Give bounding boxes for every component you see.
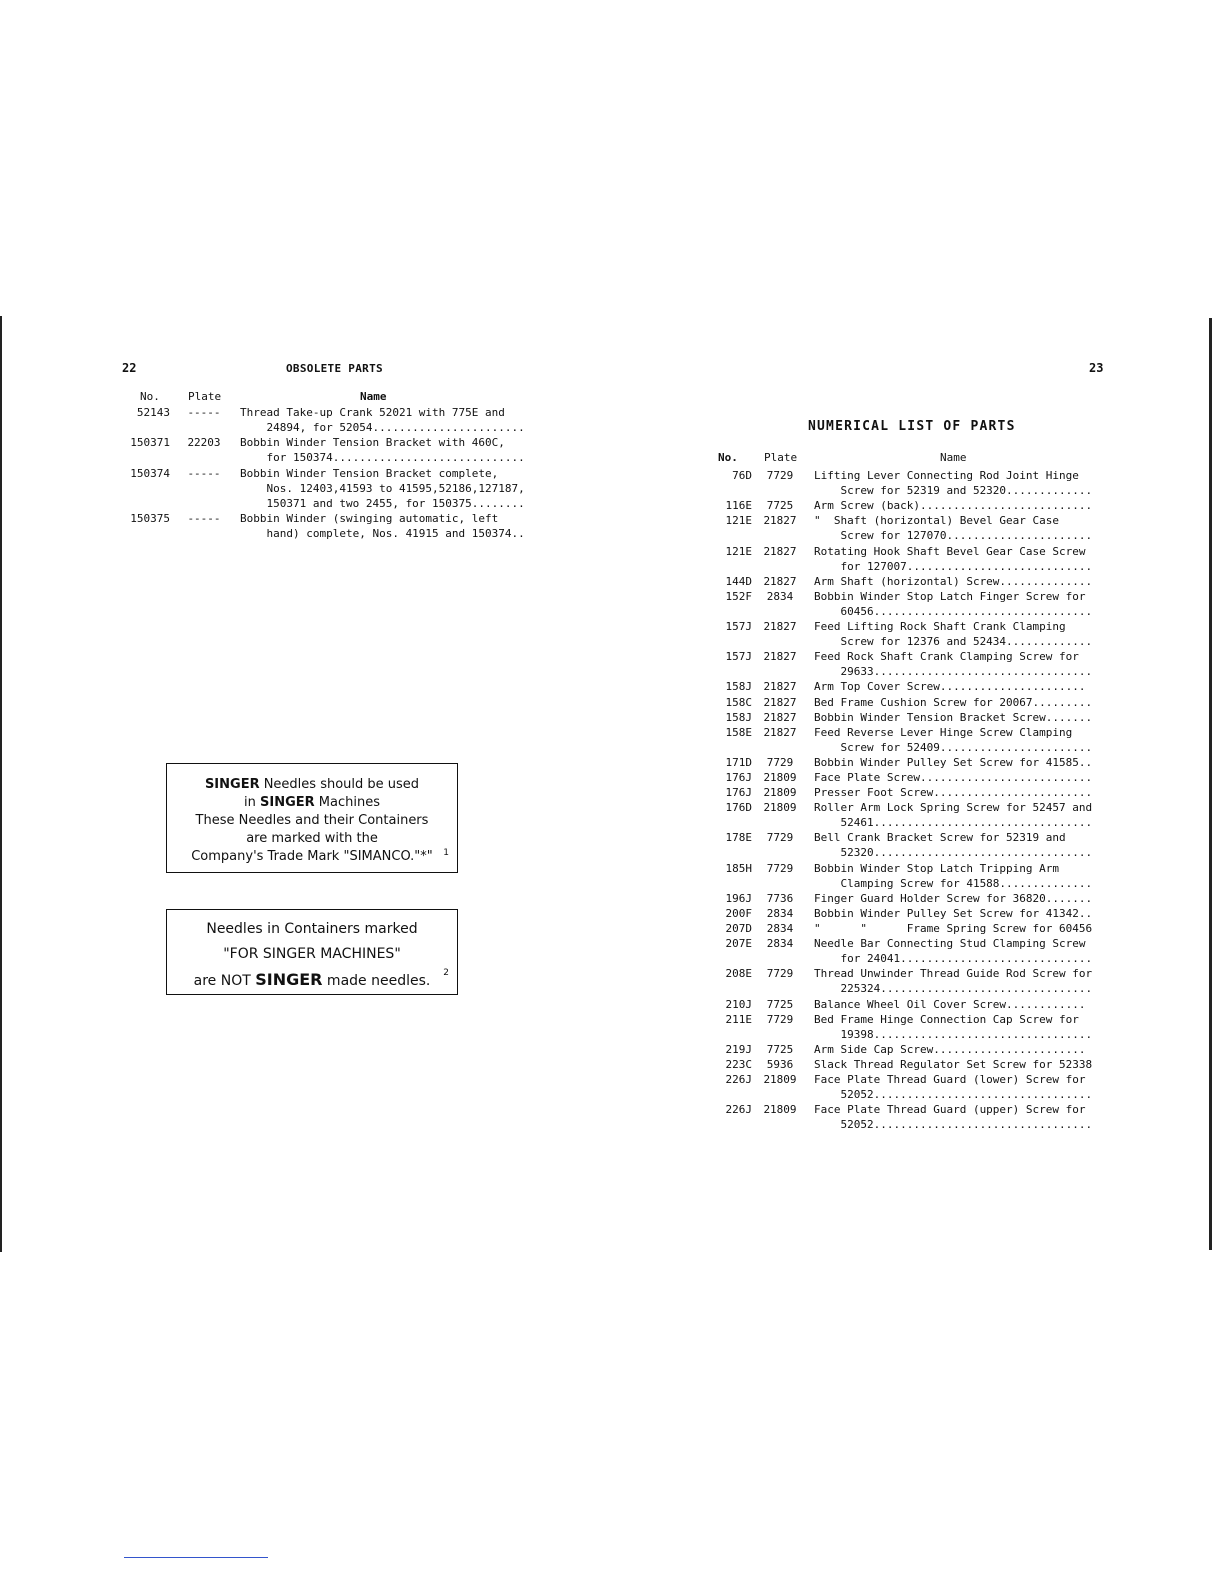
notice-line: are marked with the xyxy=(246,831,378,846)
part-number: 158E xyxy=(725,725,752,739)
part-name xyxy=(814,513,1092,543)
part-name-line: Bobbin Winder (swinging automatic, left xyxy=(240,512,499,526)
part-name xyxy=(814,468,1092,498)
left-page-number: 22 xyxy=(122,361,137,375)
plate-number: 21827 xyxy=(763,574,797,588)
part-name-line: Screw for 127070...................... xyxy=(814,529,1093,543)
singer-machines-notice xyxy=(166,909,458,995)
part-name-line: 19398................................. xyxy=(814,1027,1093,1041)
part-name-line: Face Plate Thread Guard (upper) Screw for xyxy=(814,1103,1086,1117)
part-name-line: Rotating Hook Shaft Bevel Gear Case Screw xyxy=(814,544,1086,558)
part-name xyxy=(814,498,1092,513)
notice-line: "FOR SINGER MACHINES" xyxy=(223,946,401,962)
part-name-line: Bobbin Winder Pulley Set Screw for 41585.. xyxy=(814,755,1093,769)
part-number: 200F xyxy=(725,906,752,920)
plate-number: 7729 xyxy=(766,861,794,875)
part-name-line: 52052................................. xyxy=(814,1088,1093,1101)
part-name-line: Lifting Lever Connecting Rod Joint Hinge xyxy=(814,469,1079,482)
part-number: 158J xyxy=(725,680,752,694)
part-name xyxy=(814,589,1092,619)
part-name xyxy=(814,649,1092,679)
part-number: 178E xyxy=(725,831,752,845)
plate-number: 21827 xyxy=(763,650,797,664)
notice-line xyxy=(167,776,457,794)
singer-needles-notice xyxy=(166,763,458,873)
part-name-line: Face Plate Thread Guard (lower) Screw for xyxy=(814,1073,1086,1086)
left-page-edge xyxy=(0,316,2,1252)
part-name xyxy=(814,906,1092,921)
part-name xyxy=(814,725,1092,755)
plate-number: 21827 xyxy=(763,680,797,694)
notice-line xyxy=(167,967,457,994)
part-name-line: Arm Side Cap Screw....................... xyxy=(814,1042,1086,1056)
link-underline xyxy=(124,1557,268,1558)
plate-number: 7729 xyxy=(766,755,794,769)
part-name xyxy=(814,679,1086,694)
part-number: 223C xyxy=(725,1057,752,1071)
part-number: 208E xyxy=(725,967,752,981)
part-name xyxy=(814,1057,1092,1072)
footnote-marker: 1 xyxy=(443,848,449,858)
part-name-line: Arm Top Cover Screw...................... xyxy=(814,680,1086,694)
part-name xyxy=(814,1012,1092,1042)
part-name xyxy=(814,574,1092,589)
part-name-line: Clamping Screw for 41588.............. xyxy=(814,876,1093,890)
part-name xyxy=(814,785,1092,800)
plate-number: 2834 xyxy=(766,589,794,603)
part-name-line: Feed Reverse Lever Hinge Screw Clamping xyxy=(814,725,1073,739)
part-number: 176J xyxy=(725,771,752,784)
plate-number: 7729 xyxy=(766,1012,794,1026)
part-name xyxy=(240,435,525,465)
part-name-line: Feed Rock Shaft Crank Clamping Screw for xyxy=(814,650,1079,664)
plate-number: 5936 xyxy=(766,1057,794,1071)
plate-number: 2834 xyxy=(766,922,794,935)
notice-line: Company's Trade Mark "SIMANCO."*" xyxy=(191,849,433,864)
plate-number: 7725 xyxy=(766,997,794,1011)
notice-text: Machines xyxy=(314,795,380,810)
part-name-line: Thread Unwinder Thread Guide Rod Screw for xyxy=(814,967,1093,981)
part-name xyxy=(814,1072,1092,1102)
part-number: 158C xyxy=(725,695,752,709)
part-number: 158J xyxy=(725,710,752,724)
part-name-line: Bobbin Winder Pulley Set Screw for 41342.. xyxy=(814,906,1093,920)
right-col-name: Name xyxy=(940,451,967,464)
part-name xyxy=(814,1042,1086,1057)
part-name-line: 52461................................. xyxy=(814,816,1093,830)
part-name xyxy=(814,966,1092,996)
plate-number: 21827 xyxy=(763,710,797,724)
left-col-no: No. xyxy=(140,390,160,403)
part-name-line: Presser Foot Screw........................ xyxy=(814,786,1093,800)
part-name xyxy=(240,405,525,435)
part-number: 219J xyxy=(725,1042,752,1056)
notice-text: are NOT xyxy=(193,973,256,989)
part-name-line: Balance Wheel Oil Cover Screw............ xyxy=(814,997,1086,1011)
right-col-no: No. xyxy=(718,451,738,464)
part-name-line: 60456................................. xyxy=(814,604,1093,618)
part-name xyxy=(814,830,1092,860)
plate-number: 2834 xyxy=(766,937,794,951)
part-number: 207D xyxy=(725,922,752,935)
part-number: 150374 xyxy=(130,466,170,480)
part-number: 157J xyxy=(725,650,752,664)
part-name-line: Screw for 12376 and 52434............. xyxy=(814,635,1093,648)
part-name-line: Feed Lifting Rock Shaft Crank Clamping xyxy=(814,620,1066,633)
plate-number: 21827 xyxy=(763,695,797,709)
part-number: 185H xyxy=(725,861,752,875)
part-number: 121E xyxy=(725,514,752,528)
part-name xyxy=(814,619,1092,649)
plate-number: ----- xyxy=(187,512,221,526)
part-number: 210J xyxy=(725,997,752,1011)
part-name-line: Finger Guard Holder Screw for 36820....... xyxy=(814,891,1093,905)
part-name-line: Screw for 52319 and 52320............. xyxy=(814,484,1093,497)
part-name-line: Slack Thread Regulator Set Screw for 52338 xyxy=(814,1057,1093,1071)
plate-number: ----- xyxy=(187,406,221,419)
part-name-line: Bobbin Winder Tension Bracket with 460C, xyxy=(240,436,505,450)
part-name-line: Thread Take-up Crank 52021 with 775E and xyxy=(240,406,505,419)
part-name xyxy=(814,695,1092,710)
right-page-edge xyxy=(1209,318,1212,1250)
part-number: 207E xyxy=(725,937,752,951)
part-name-line: 52052................................. xyxy=(814,1118,1093,1132)
plate-number: 21809 xyxy=(763,1073,797,1086)
part-name-line: Arm Shaft (horizontal) Screw.............. xyxy=(814,574,1093,588)
part-name xyxy=(814,770,1092,785)
brand-name: SINGER xyxy=(204,777,260,792)
plate-number: 2834 xyxy=(766,906,794,920)
part-name-line: 29633................................. xyxy=(814,665,1093,679)
part-name xyxy=(814,891,1092,906)
notice-line: Needles in Containers marked xyxy=(206,921,418,937)
part-name-line: Bobbin Winder Stop Latch Tripping Arm xyxy=(814,861,1060,875)
part-name xyxy=(814,921,1092,936)
plate-number: 21809 xyxy=(763,801,797,815)
part-name-line: Face Plate Screw.......................... xyxy=(814,771,1093,784)
part-number: 144D xyxy=(725,574,752,588)
plate-number: 7729 xyxy=(766,469,794,482)
plate-number: 21827 xyxy=(763,725,797,739)
notice-text: made needles. xyxy=(322,973,431,989)
part-number: 211E xyxy=(725,1012,752,1026)
part-name xyxy=(814,1102,1092,1132)
part-name-line: 225324................................ xyxy=(814,982,1093,996)
plate-number: 7729 xyxy=(766,967,794,981)
part-name-line: for 24041............................. xyxy=(814,952,1093,966)
part-number: 52143 xyxy=(136,406,170,419)
notice-text: Needles should be used xyxy=(259,777,420,792)
part-name-line: " Shaft (horizontal) Bevel Gear Case xyxy=(814,514,1060,528)
part-number: 171D xyxy=(725,755,752,769)
part-name xyxy=(240,466,525,511)
plate-number: 7729 xyxy=(766,831,794,845)
part-name-line: 24894, for 52054....................... xyxy=(240,421,525,434)
plate-number: 7725 xyxy=(766,1042,794,1056)
footnote-marker: 2 xyxy=(443,968,449,978)
notice-line: These Needles and their Containers xyxy=(195,813,429,828)
part-number: 176J xyxy=(725,786,752,800)
part-number: 176D xyxy=(725,801,752,815)
part-number: 121E xyxy=(725,544,752,558)
part-name-line: Bobbin Winder Stop Latch Finger Screw for xyxy=(814,589,1086,603)
plate-number: 22203 xyxy=(187,436,221,450)
plate-number: ----- xyxy=(187,466,221,480)
part-name-line: Bed Frame Hinge Connection Cap Screw for xyxy=(814,1012,1079,1026)
part-name-line: hand) complete, Nos. 41915 and 150374.. xyxy=(240,527,525,541)
part-name xyxy=(814,997,1086,1012)
part-number: 76D xyxy=(732,469,752,482)
part-name-line: Nos. 12403,41593 to 41595,52186,127187, xyxy=(240,481,525,495)
part-number: 226J xyxy=(725,1103,752,1117)
part-name-line: for 150374............................. xyxy=(240,451,525,465)
plate-number: 7725 xyxy=(766,499,794,513)
part-number: 157J xyxy=(725,620,752,633)
part-name-line: Screw for 52409....................... xyxy=(814,740,1093,754)
part-name xyxy=(814,861,1092,891)
part-name-line: Bobbin Winder Tension Bracket Screw....... xyxy=(814,710,1093,724)
numerical-list-title: NUMERICAL LIST OF PARTS xyxy=(808,419,1016,434)
left-col-plate: Plate xyxy=(188,390,222,403)
brand-name: SINGER xyxy=(260,795,315,810)
right-col-plate: Plate xyxy=(764,451,798,464)
part-number: 226J xyxy=(725,1073,752,1086)
part-name-line: Roller Arm Lock Spring Screw for 52457 and xyxy=(814,801,1093,815)
part-name-line: Arm Screw (back).......................... xyxy=(814,499,1093,513)
part-name-line: Needle Bar Connecting Stud Clamping Screw xyxy=(814,937,1086,951)
brand-name: SINGER xyxy=(255,970,323,989)
right-page-number: 23 xyxy=(1089,361,1104,375)
part-number: 150371 xyxy=(130,436,170,450)
plate-number: 21809 xyxy=(763,786,797,800)
plate-number: 21809 xyxy=(763,1103,797,1117)
part-name-line: 150371 and two 2455, for 150375........ xyxy=(240,496,525,510)
part-name xyxy=(814,800,1092,830)
plate-number: 21809 xyxy=(763,771,797,784)
part-name-line: Bobbin Winder Tension Bracket complete, xyxy=(240,466,499,480)
plate-number: 21827 xyxy=(763,620,797,633)
part-number: 152F xyxy=(725,589,752,603)
part-name xyxy=(814,710,1092,725)
notice-line xyxy=(167,794,457,812)
part-name-line: Bed Frame Cushion Screw for 20067......... xyxy=(814,695,1093,709)
part-number: 116E xyxy=(725,499,752,513)
part-number: 150375 xyxy=(130,512,170,526)
left-col-name: Name xyxy=(360,390,387,403)
part-name xyxy=(240,511,525,541)
plate-number: 21827 xyxy=(763,514,797,528)
part-name-line: Bell Crank Bracket Screw for 52319 and xyxy=(814,831,1066,845)
plate-number: 7736 xyxy=(766,891,794,905)
part-number: 196J xyxy=(725,891,752,905)
left-page-heading: OBSOLETE PARTS xyxy=(286,362,383,375)
part-name-line: " " Frame Spring Screw for 60456 xyxy=(814,922,1093,935)
part-name xyxy=(814,544,1092,574)
plate-number: 21827 xyxy=(763,544,797,558)
part-name-line: 52320................................. xyxy=(814,846,1093,860)
notice-text: in xyxy=(244,795,260,810)
part-name xyxy=(814,936,1092,966)
part-name-line: for 127007............................ xyxy=(814,559,1093,573)
part-name xyxy=(814,755,1092,770)
